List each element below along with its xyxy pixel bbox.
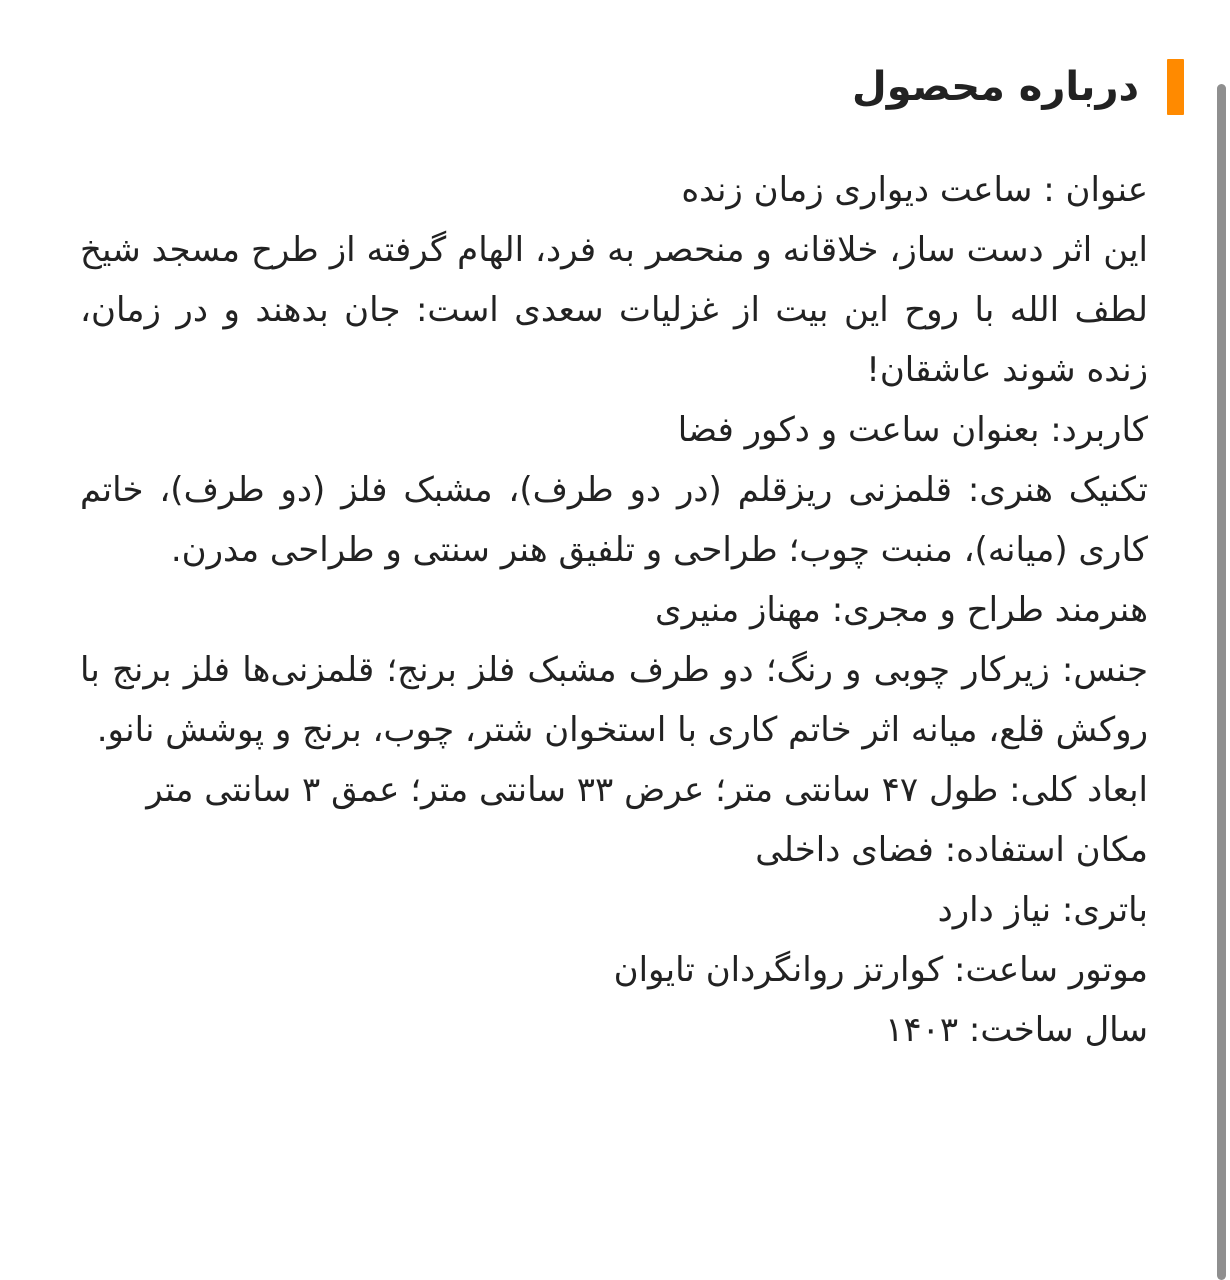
vertical-scrollbar[interactable] xyxy=(1217,84,1226,1280)
product-intro-line: این اثر دست ساز، خلاقانه و منحصر به فرد، الهام گرفته از طرح مسجد شیخ لطف الله با روح این بیت از غزلیات سعدی است: جان بدهند و در زمان، زنده شوند عاشقان! xyxy=(80,230,1148,390)
section-header xyxy=(852,58,1184,116)
section-title: درباره محصول xyxy=(852,64,1139,110)
product-material-line: جنس: زیرکار چوبی و رنگ؛ دو طرف مشبک فلز برنج؛ قلمزنی‌ها فلز برنج با روکش قلع، میانه اثر خاتم کاری با استخوان شتر، چوب، برنج و پوشش نانو. xyxy=(80,650,1148,750)
section-accent-bar xyxy=(1167,59,1184,115)
product-battery-line: باتری: نیاز دارد xyxy=(937,890,1148,930)
product-artist-line: هنرمند طراح و مجری: مهناز منیری xyxy=(655,590,1148,630)
product-usage-line: کاربرد: بعنوان ساعت و دکور فضا xyxy=(677,410,1148,450)
product-description xyxy=(80,160,1148,1060)
product-year-line: سال ساخت: ۱۴۰۳ xyxy=(885,1010,1148,1050)
product-technique-line: تکنیک هنری: قلمزنی ریزقلم (در دو طرف)، مشبک فلز (دو طرف)، خاتم کاری (میانه)، منبت چوب؛ طراحی و تلفیق هنر سنتی و طراحی مدرن. xyxy=(80,470,1148,570)
product-location-line: مکان استفاده: فضای داخلی xyxy=(755,830,1148,870)
product-dimensions-line: ابعاد کلی: طول ۴۷ سانتی متر؛ عرض ۳۳ سانتی متر؛ عمق ۳ سانتی متر xyxy=(146,770,1148,810)
product-motor-line: موتور ساعت: کوارتز روانگردان تایوان xyxy=(613,950,1148,990)
product-title-line: عنوان : ساعت دیواری زمان زنده xyxy=(681,170,1148,210)
